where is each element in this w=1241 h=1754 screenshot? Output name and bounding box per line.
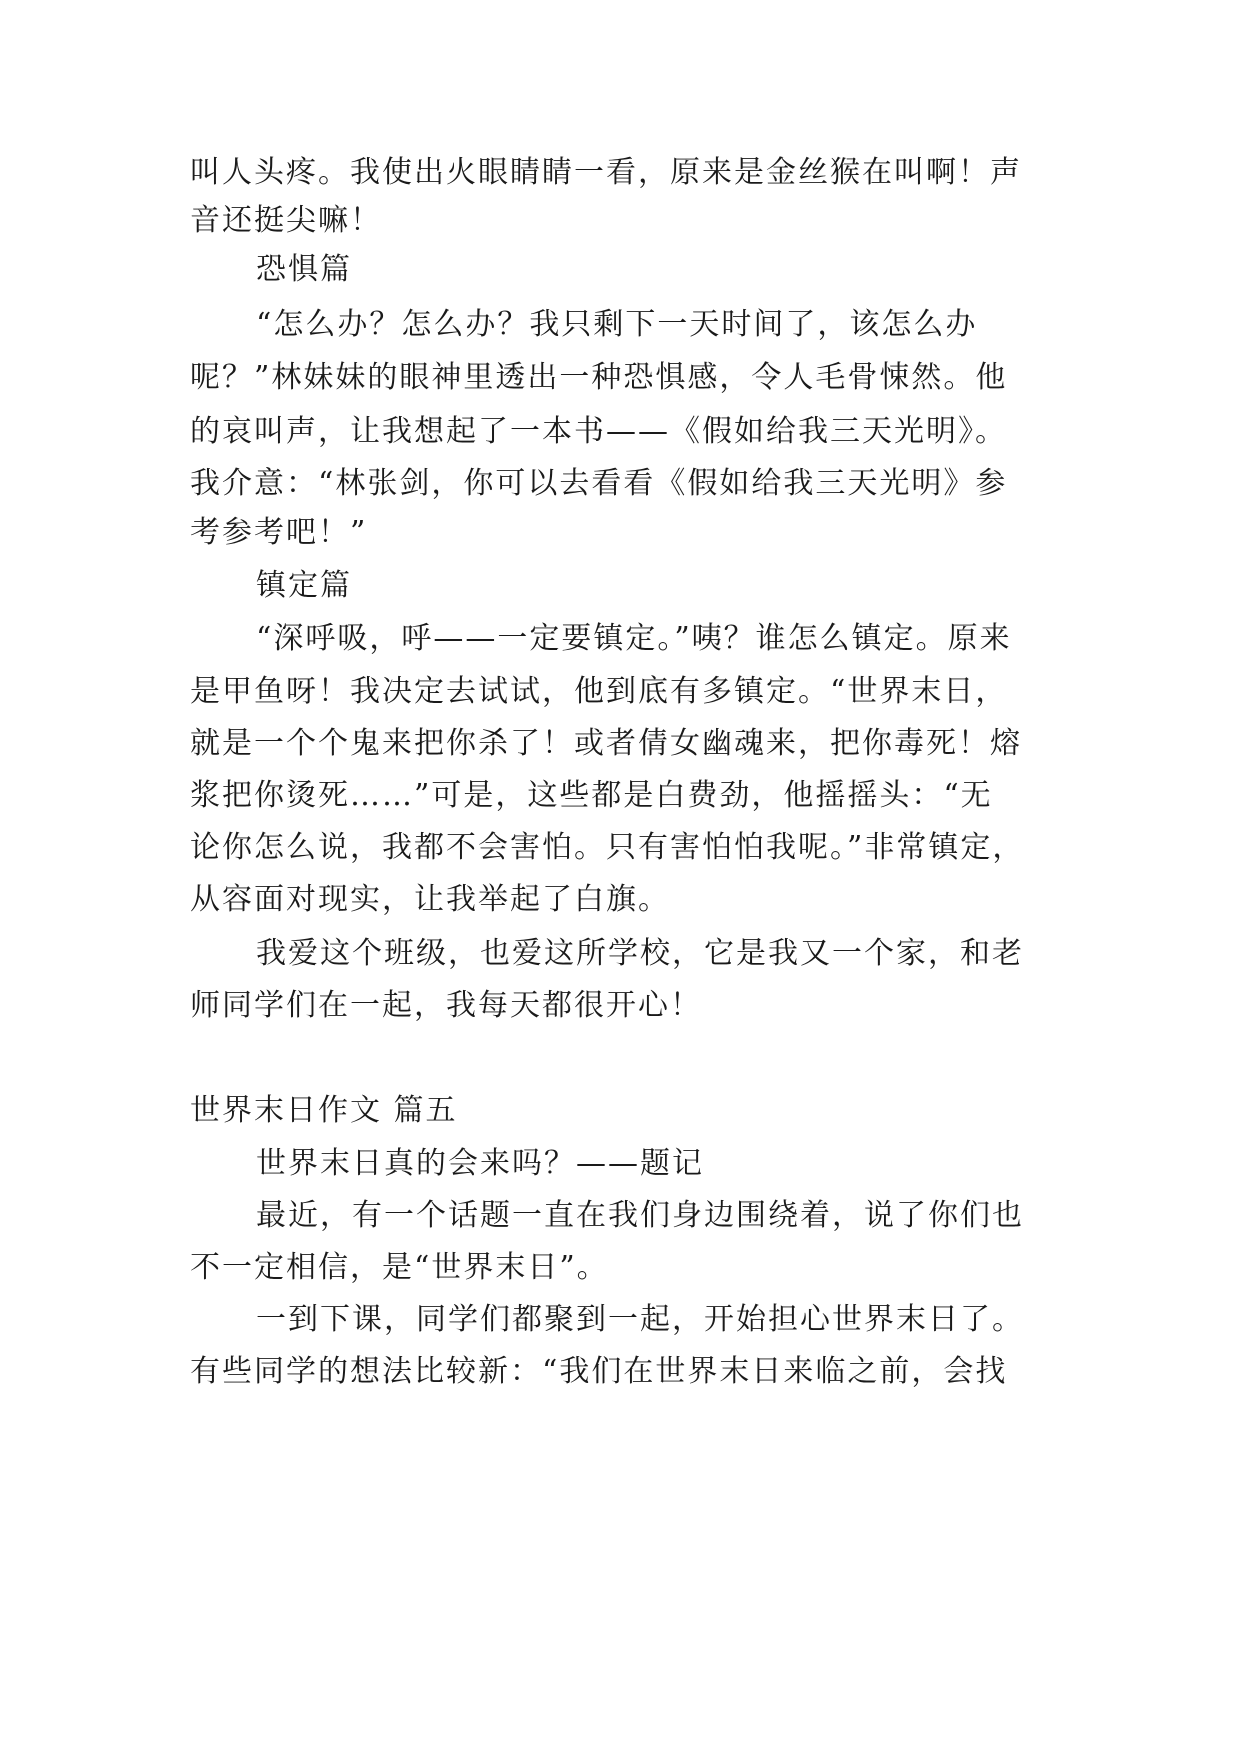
text-line: 论你怎么说，我都不会害怕。只有害怕怕我呢。”非常镇定， [190, 830, 1025, 865]
text-line: 师同学们在一起，我每天都很开心！ [190, 988, 702, 1023]
section-heading: 恐惧篇 [256, 252, 352, 287]
text-line: 是甲鱼呀！我决定去试试，他到底有多镇定。“世界末日， [190, 674, 1008, 709]
text-line: 我介意：“林张剑，你可以去看看《假如给我三天光明》参 [190, 466, 1008, 501]
text-line: 从容面对现实，让我举起了白旗。 [190, 882, 670, 917]
text-line: 不一定相信，是“世界末日”。 [190, 1250, 609, 1285]
text-line: “深呼吸，呼——一定要镇定。”咦？谁怎么镇定。原来 [256, 621, 1012, 656]
text-line: 我爱这个班级，也爱这所学校，它是我又一个家，和老 [256, 936, 1024, 971]
text-line: 叫人头疼。我使出火眼睛睛一看，原来是金丝猴在叫啊！声 [190, 155, 1022, 190]
text-line: 浆把你烫死……”可是，这些都是白费劲，他摇摇头：“无 [190, 778, 993, 813]
section-heading: 镇定篇 [256, 568, 352, 603]
text-line: 最近，有一个话题一直在我们身边围绕着，说了你们也 [256, 1198, 1024, 1233]
text-line: 有些同学的想法比较新：“我们在世界末日来临之前，会找 [190, 1354, 1008, 1389]
essay-title: 世界末日作文 篇五 [190, 1093, 458, 1128]
text-line: 的哀叫声，让我想起了一本书——《假如给我三天光明》。 [190, 414, 1007, 449]
text-line: 一到下课，同学们都聚到一起，开始担心世界末日了。 [256, 1302, 1024, 1337]
text-line: 呢？”林妹妹的眼神里透出一种恐惧感，令人毛骨悚然。他 [190, 360, 1008, 395]
text-line: “怎么办？怎么办？我只剩下一天时间了，该怎么办 [256, 307, 978, 342]
text-line: 考参考吧！” [190, 515, 368, 550]
text-line: 就是一个个鬼来把你杀了！或者倩女幽魂来，把你毒死！熔 [190, 726, 1022, 761]
epigraph: 世界末日真的会来吗？——题记 [256, 1146, 704, 1181]
text-line: 音还挺尖嘛！ [190, 203, 382, 238]
